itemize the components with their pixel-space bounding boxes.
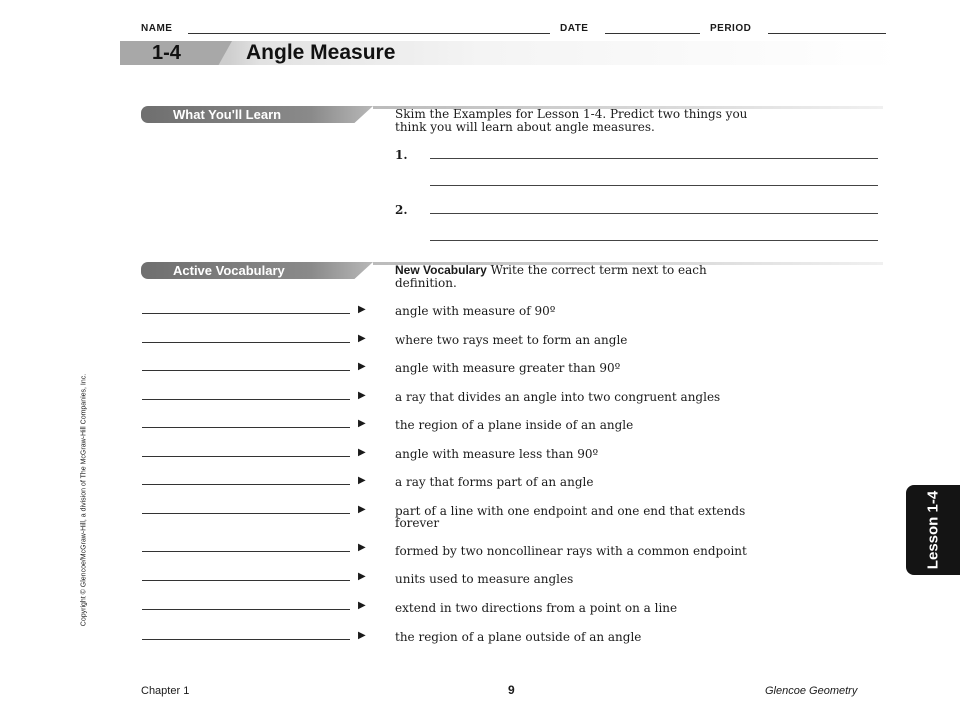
vocab-definition-8-continued: forever — [395, 516, 440, 530]
vocab-intro-rest: Write the correct term next to each — [490, 263, 707, 277]
learn-answer-line-1a[interactable] — [430, 158, 878, 159]
vocab-definition-5: the region of a plane inside of an angle — [395, 418, 634, 432]
learn-prompt-line-1: Skim the Examples for Lesson 1-4. Predict two things you — [395, 107, 748, 121]
vocab-definition-3: angle with measure greater than 90º — [395, 361, 621, 375]
copyright-notice: Copyright © Glencoe/McGraw-Hill, a division of The McGraw-Hill Companies, Inc. — [80, 373, 88, 627]
learn-answer-line-1b[interactable] — [430, 185, 878, 186]
vocab-answer-line-5[interactable] — [142, 427, 350, 428]
vocab-answer-line-8[interactable] — [142, 513, 350, 514]
title-banner — [120, 41, 900, 65]
arrow-icon: ▶ — [358, 447, 366, 458]
vocab-answer-line-10[interactable] — [142, 580, 350, 581]
vocab-definition-1: angle with measure of 90º — [395, 304, 556, 318]
learn-item-number-2: 2. — [395, 203, 408, 217]
footer-book-title: Glencoe Geometry — [765, 685, 858, 697]
arrow-icon: ▶ — [358, 504, 366, 515]
learn-answer-line-2a[interactable] — [430, 213, 878, 214]
vocab-intro-line-2: definition. — [395, 276, 457, 290]
vocab-answer-line-11[interactable] — [142, 609, 350, 610]
arrow-icon: ▶ — [358, 571, 366, 582]
name-field[interactable] — [188, 33, 550, 34]
vocab-definition-10: units used to measure angles — [395, 572, 574, 586]
arrow-icon: ▶ — [358, 390, 366, 401]
vocab-answer-line-9[interactable] — [142, 551, 350, 552]
learn-answer-line-2b[interactable] — [430, 240, 878, 241]
learn-prompt-line-2: think you will learn about angle measures. — [395, 120, 655, 134]
vocab-definition-4: a ray that divides an angle into two congruent angles — [395, 390, 721, 404]
vocab-definition-6: angle with measure less than 90º — [395, 447, 599, 461]
side-lesson-tab-label: Lesson 1-4 — [924, 490, 942, 570]
vocab-definition-11: extend in two directions from a point on a line — [395, 601, 678, 615]
vocab-answer-line-12[interactable] — [142, 639, 350, 640]
vocab-definition-7: a ray that forms part of an angle — [395, 475, 594, 489]
period-label: PERIOD — [710, 23, 752, 34]
date-field[interactable] — [605, 33, 700, 34]
vocab-answer-line-7[interactable] — [142, 484, 350, 485]
learn-item-number-1: 1. — [395, 148, 408, 162]
footer-chapter: Chapter 1 — [141, 685, 190, 697]
date-label: DATE — [560, 23, 589, 34]
name-label: NAME — [141, 23, 173, 34]
vocab-answer-line-2[interactable] — [142, 342, 350, 343]
learn-tab-label: What You'll Learn — [173, 107, 282, 122]
period-field[interactable] — [768, 33, 886, 34]
arrow-icon: ▶ — [358, 304, 366, 315]
lesson-number: 1-4 — [152, 42, 181, 64]
vocab-answer-line-6[interactable] — [142, 456, 350, 457]
arrow-icon: ▶ — [358, 542, 366, 553]
vocab-tab-label: Active Vocabulary — [173, 263, 285, 278]
vocab-definition-12: the region of a plane outside of an angle — [395, 630, 642, 644]
vocab-intro-bold: New Vocabulary — [395, 263, 487, 277]
vocab-definition-8: part of a line with one endpoint and one end that extends — [395, 504, 746, 518]
vocab-definition-2: where two rays meet to form an angle — [395, 333, 628, 347]
vocab-definition-9: formed by two noncollinear rays with a common endpoint — [395, 544, 747, 558]
page-title: Angle Measure — [246, 41, 396, 64]
vocab-answer-line-1[interactable] — [142, 313, 350, 314]
arrow-icon: ▶ — [358, 418, 366, 429]
arrow-icon: ▶ — [358, 600, 366, 611]
arrow-icon: ▶ — [358, 630, 366, 641]
vocab-answer-line-3[interactable] — [142, 370, 350, 371]
arrow-icon: ▶ — [358, 475, 366, 486]
arrow-icon: ▶ — [358, 361, 366, 372]
page-number: 9 — [508, 683, 515, 697]
vocab-answer-line-4[interactable] — [142, 399, 350, 400]
arrow-icon: ▶ — [358, 333, 366, 344]
